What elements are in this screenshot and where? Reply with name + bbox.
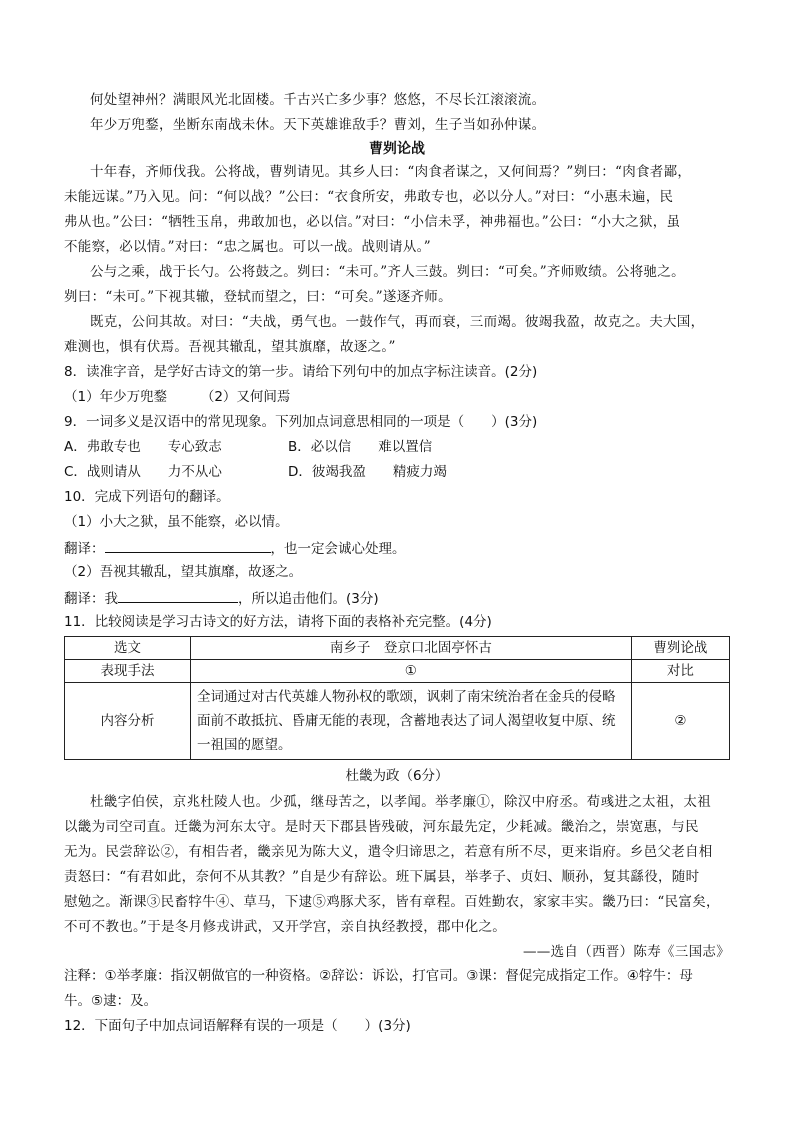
table-row [65,660,730,683]
dj-line: 无为。民尝辞讼②，有相告者，畿亲见为陈大义，遣令归谛思之，若意有所不尽，更来诣府。乡邑父老自相 [64,844,713,860]
poem-line-1: 何处望神州？满眼风光北固楼。千古兴亡多少事？悠悠，不尽长江滚滚流。 [90,92,546,108]
cgld-line: 弗从也。”公曰：“牺牲玉帛，弗敢加也，必以信。”对曰：“小信未孚，神弗福也。”公曰：“小大之狱，虽 [64,214,681,230]
answer-cell-2[interactable]: ② [631,683,729,760]
poem-line-2: 年少万兜鍪，坐断东南战未休。天下英雄谁敌手？曹刘，生子当如孙仲谋。 [90,117,546,133]
cgld-line: 难测也，惧有伏焉。吾视其辙乱，望其旗靡，故逐之。” [64,339,396,355]
cgld-line: 公与之乘，战于长勺。公将鼓之。刿曰：“未可。”齐人三鼓。刿曰：“可矣。”齐师败绩。公将驰之。 [90,264,685,280]
comparison-table [64,636,730,760]
table-cell: 曹刿论战 [631,637,729,660]
q9-option-d: D．彼竭我盈 精疲力竭 [288,464,447,480]
table-header-row [65,637,730,660]
q9-option-b: B．必以信 难以置信 [288,439,433,455]
cgld-line: 未能远谋。”乃入见。问：“何以战？”公曰：“衣食所安，弗敢专也，必以分人。”对曰：“小惠未遍，民 [64,189,674,205]
dj-line: 杜畿字伯侯，京兆杜陵人也。少孤，继母苦之，以孝闻。举孝廉①，除汉中府丞。荀彧进之太祖，太祖 [90,794,711,810]
dj-line: 慰勉之。渐课③民畜牸牛④、草马，下逮⑤鸡豚犬豕，皆有章程。百姓勤农，家家丰实。畿乃曰：“民富矣， [64,894,720,910]
q10-translation-2 [64,587,379,609]
table-cell: 南乡子 登京口北固亭怀古 [190,637,631,660]
q10-sentence-2: （2）吾视其辙乱，望其旗靡，故逐之。 [64,564,303,580]
answer-blank-2[interactable] [118,587,238,603]
cgld-title: 曹刿论战 [369,141,425,157]
answer-blank-1[interactable] [105,537,271,553]
cgld-line: 不能察，必以情。”对曰：“忠之属也。可以一战。战则请从。” [64,239,431,255]
translation-suffix: ，也一定会诚心处理。 [270,541,406,557]
cgld-line: 既克，公问其故。对曰：“夫战，勇气也。一鼓作气，再而衰，三而竭。彼竭我盈，故克之。夫大国， [90,314,705,330]
q10-translation-1 [64,537,406,559]
cgld-line: 刿曰：“未可。”下视其辙，登轼而望之，曰：“可矣。”遂逐齐师。 [64,289,452,305]
dj-line: 不可不教也。”于是冬月修戎讲武，又开学宫，亲自执经教授，郡中化之。 [64,919,507,935]
q8-options: （1）年少万兜鍪 （2）又何间焉 [64,389,291,405]
translation-suffix: ，所以追击他们。(3分) [238,591,379,607]
table-cell: 内容分析 [65,683,191,760]
dj-title: 杜畿为政（6分） [345,768,449,784]
translation-label: 翻译：我 [64,591,118,607]
answer-cell-1[interactable]: ① [190,660,631,683]
q9-option-a: A．弗敢专也 专心致志 [64,439,222,455]
q9-stem: 9．一词多义是汉语中的常见现象。下列加点词意思相同的一项是（ ）(3分) [64,414,538,430]
q10-sentence-1: （1）小大之狱，虽不能察，必以情。 [64,514,289,530]
dj-line: 责怒曰：“有君如此，奈何不从其教？”自是少有辞讼。班下属县，举孝子、贞妇、顺孙，复其繇役，随时 [64,869,700,885]
cgld-line: 十年春，齐师伐我。公将战，曹刿请见。其乡人曰：“肉食者谋之，又何间焉？”刿曰：“肉食者鄙， [90,164,692,180]
dj-source: ——选自（西晋）陈寿《三国志》 [523,944,730,960]
table-cell: 选文 [65,637,191,660]
notes-line-1: 注释：①举孝廉：指汉朝做官的一种资格。②辞讼：诉讼，打官司。③课：督促完成指定工作。④牸牛：母 [64,968,693,984]
table-cell: 全词通过对古代英雄人物孙权的歌颂，讽刺了南宋统治者在金兵的侵略面前不敢抵抗、昏庸无能的表现，含蓄地表达了词人渴望收复中原、统一祖国的愿望。 [190,683,631,760]
q12-stem: 12．下面句子中加点词语解释有误的一项是（ ）(3分) [64,1018,411,1034]
translation-label: 翻译： [64,541,105,557]
table-row [65,683,730,760]
notes-line-2: 牛。⑤逮：及。 [64,993,158,1009]
q9-option-c: C．战则请从 力不从心 [64,464,222,480]
table-cell: 对比 [631,660,729,683]
q10-stem: 10．完成下列语句的翻译。 [64,489,230,505]
q8-stem: 8．读准字音，是学好古诗文的第一步。请给下列句中的加点字标注读音。(2分) [64,364,538,380]
dj-line: 以畿为司空司直。迁畿为河东太守。是时天下郡县皆残破，河东最先定，少耗减。畿治之，崇宽惠，与民 [64,819,699,835]
table-cell: 表现手法 [65,660,191,683]
q11-stem: 11．比较阅读是学习古诗文的好方法，请将下面的表格补充完整。(4分) [64,614,492,630]
